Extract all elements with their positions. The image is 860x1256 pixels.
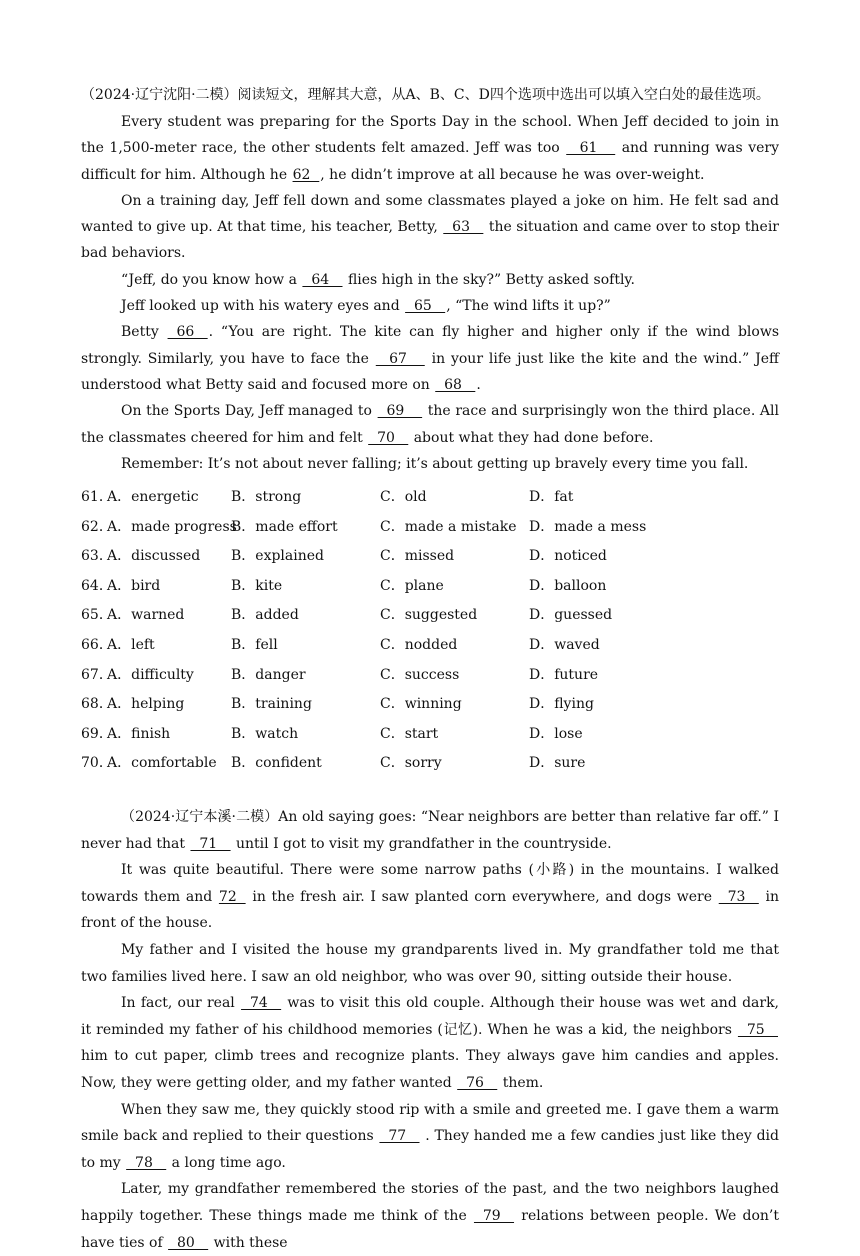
option-c: C．winning [380, 696, 462, 713]
question-row [81, 718, 779, 748]
paragraph-text: In fact, our real [121, 995, 241, 1012]
blank-number: 69 [377, 403, 423, 420]
option-c: C．made a mistake [380, 518, 517, 535]
question-number: 70． [81, 755, 113, 772]
blank-number: 78 [126, 1154, 167, 1171]
paragraph-text: Jeff looked up with his watery eyes and [121, 298, 405, 315]
question-number: 65． [81, 607, 113, 624]
option-b: B．danger [231, 666, 306, 683]
option-b: B．fell [231, 636, 278, 653]
paragraph-text: relations between people. We don’t have ties of [81, 1208, 779, 1251]
paragraph-text: in the fresh air. I saw planted corn everywhere, and dogs were [246, 888, 718, 905]
option-c: C．nodded [380, 636, 458, 653]
paragraph-text: them. [498, 1075, 544, 1092]
passage1-instructions: （2024·辽宁沈阳·二模）阅读短文，理解其大意，从A、B、C、D四个选项中选出可以填入空白处的最佳选项。 [81, 87, 770, 103]
option-a: A．discussed [107, 548, 201, 565]
question-row [81, 481, 779, 511]
option-d: D．sure [529, 755, 586, 772]
paragraph-text: in your life just like the kite and the wind.” Jeff understood what Betty said and focused more on [81, 350, 780, 393]
paragraph-text: , he didn’t improve at all because he was over-weight. [320, 166, 705, 183]
option-d: D．noticed [529, 548, 607, 565]
option-a: A．energetic [107, 488, 199, 505]
blank-number: 77 [379, 1128, 420, 1145]
question-row [81, 688, 779, 718]
paragraph-text: . [476, 376, 481, 393]
option-c: C．start [380, 725, 439, 742]
option-a: A．warned [107, 607, 185, 624]
option-c: C．missed [380, 548, 455, 565]
blank-number: 74 [241, 995, 282, 1012]
question-row [81, 748, 779, 778]
passage1-paragraph [81, 398, 779, 451]
question-row [81, 540, 779, 570]
document-page [81, 82, 779, 1256]
option-b: B．made effort [231, 518, 338, 535]
paragraph-text: On the Sports Day, Jeff managed to [121, 403, 377, 420]
blank-number: 71 [190, 835, 231, 852]
passage2-paragraph [81, 937, 779, 990]
question-number: 69． [81, 725, 113, 742]
blank-number: 70 [368, 429, 409, 446]
question-row [81, 570, 779, 600]
question-number: 68． [81, 696, 113, 713]
option-c: C．old [380, 488, 427, 505]
paragraph-text: When they saw me, they quickly stood rip with a smile and greeted me. I gave them a warm smile back and replied to their questions [81, 1101, 779, 1145]
option-d: D．guessed [529, 607, 613, 624]
blank-number: 68 [435, 376, 476, 393]
passage1-paragraph [81, 267, 779, 293]
passage2-paragraph [81, 857, 779, 937]
blank-number: 66 [167, 324, 208, 341]
blank-number: 72 [218, 888, 246, 905]
passage1-paragraph [81, 188, 779, 267]
question-number: 62． [81, 518, 113, 535]
option-d: D．made a mess [529, 518, 647, 535]
option-c: C．suggested [380, 607, 478, 624]
paragraph-text: the race and surprisingly won the third place. All the classmates cheered for him and felt [81, 403, 779, 446]
question-number: 64． [81, 577, 113, 594]
paragraph-text: a long time ago. [167, 1154, 286, 1171]
option-c: C．sorry [380, 755, 442, 772]
question-number: 67． [81, 666, 113, 683]
blank-number: 65 [405, 298, 446, 315]
option-a: A．bird [107, 577, 161, 594]
passage1-paragraph [81, 109, 779, 188]
option-a: A．helping [107, 696, 185, 713]
paragraph-text: （2024·辽宁本溪·二模）An old saying goes: “Near neighbors are better than relative far off.” I never had that [81, 809, 779, 852]
passage2-paragraph [81, 990, 779, 1096]
option-a: A．comfortable [107, 755, 217, 772]
question-row [81, 600, 779, 630]
option-d: D．lose [529, 725, 583, 742]
option-b: B．kite [231, 577, 283, 594]
passage2-paragraph [81, 804, 779, 857]
passage1-paragraph [81, 319, 779, 398]
option-a: A．finish [107, 725, 171, 742]
paragraph-text: , “The wind lifts it up?” [446, 298, 611, 315]
blank-number: 61 [566, 140, 616, 157]
passage2-paragraph [81, 1176, 779, 1256]
option-d: D．balloon [529, 577, 607, 594]
paragraph-text: “Jeff, do you know how a [121, 271, 302, 288]
paragraph-text: and running was very difficult for him. Although he [81, 140, 779, 183]
paragraph-text: On a training day, Jeff fell down and some classmates played a joke on him. He felt sad and wanted to give up. At that time, his teacher, Betty, [81, 192, 779, 236]
paragraph-text: Later, my grandfather remembered the stories of the past, and the two neighbors laughed happily together. These things made me think of the [81, 1181, 779, 1224]
paragraph-text: . They handed me a few candies just like they did to my [81, 1128, 779, 1171]
paragraph-text: Remember: It’s not about never falling; it’s about getting up bravely every time you fall. [121, 455, 749, 472]
paragraph-text: the situation and came over to stop their bad behaviors. [81, 219, 779, 262]
paragraph-text: . “You are right. The kite can fly higher and higher only if the wind blows strongly. Similarly, you have to face the [81, 324, 780, 367]
paragraph-text: Every student was preparing for the Sports Day in the school. When Jeff decided to join in the 1,500-meter race, the other students felt amazed. Jeff was too [81, 114, 779, 157]
passage2-body [81, 804, 779, 1256]
paragraph-text: until I got to visit my grandfather in the countryside. [231, 835, 612, 852]
passage1-paragraph [81, 293, 779, 319]
passage1-paragraph [81, 451, 779, 477]
blank-number: 80 [168, 1234, 209, 1251]
question-number: 66． [81, 636, 113, 653]
paragraph-text: was to visit this old couple. Although their house was wet and dark, it reminded my father of his childhood memories (记忆). When he was a kid, the neighbors [81, 995, 780, 1038]
option-a: A．made progress [107, 518, 237, 535]
option-a: A．left [107, 636, 155, 653]
blank-number: 75 [737, 1021, 778, 1038]
option-b: B．explained [231, 548, 324, 565]
question-number: 63． [81, 548, 113, 565]
option-c: C．plane [380, 577, 444, 594]
paragraph-text: with these [209, 1234, 288, 1251]
option-b: B．watch [231, 725, 299, 742]
paragraph-text: flies high in the sky?” Betty asked softly. [343, 271, 635, 288]
paragraph-text: It was quite beautiful. There were some narrow paths (小路) in the mountains. I walked towards them and [81, 862, 779, 905]
blank-number: 73 [718, 888, 759, 905]
option-b: B．added [231, 607, 299, 624]
paragraph-text: Betty [121, 324, 167, 341]
option-d: D．fat [529, 488, 574, 505]
option-b: B．strong [231, 488, 302, 505]
blank-number: 64 [302, 271, 343, 288]
blank-number: 62 [292, 166, 320, 183]
option-d: D．waved [529, 636, 600, 653]
option-b: B．training [231, 696, 312, 713]
option-d: D．flying [529, 696, 594, 713]
option-b: B．confident [231, 755, 322, 772]
question-row [81, 511, 779, 541]
question-row [81, 659, 779, 689]
passage2-paragraph [81, 1097, 779, 1177]
option-d: D．future [529, 666, 599, 683]
blank-number: 79 [473, 1208, 515, 1224]
paragraph-text: about what they had done before. [409, 429, 654, 446]
passage1-body [81, 109, 779, 477]
blank-number: 67 [375, 350, 425, 367]
question-number: 61． [81, 488, 113, 505]
blank-number: 76 [457, 1075, 498, 1092]
option-c: C．success [380, 666, 460, 683]
blank-number: 63 [443, 219, 484, 236]
paragraph-text: My father and I visited the house my grandparents lived in. My grandfather told me that two families lived here. I saw an old neighbor, who was over 90, sitting outside their house. [81, 942, 779, 985]
paragraph-text: in front of the house. [81, 888, 780, 932]
paragraph-text: him to cut paper, climb trees and recognize plants. They always gave him candies and apples. Now, they were getting older, and my father wanted [81, 1048, 779, 1092]
question-row [81, 629, 779, 659]
option-a: A．difficulty [107, 666, 194, 683]
passage1-options [81, 481, 779, 777]
